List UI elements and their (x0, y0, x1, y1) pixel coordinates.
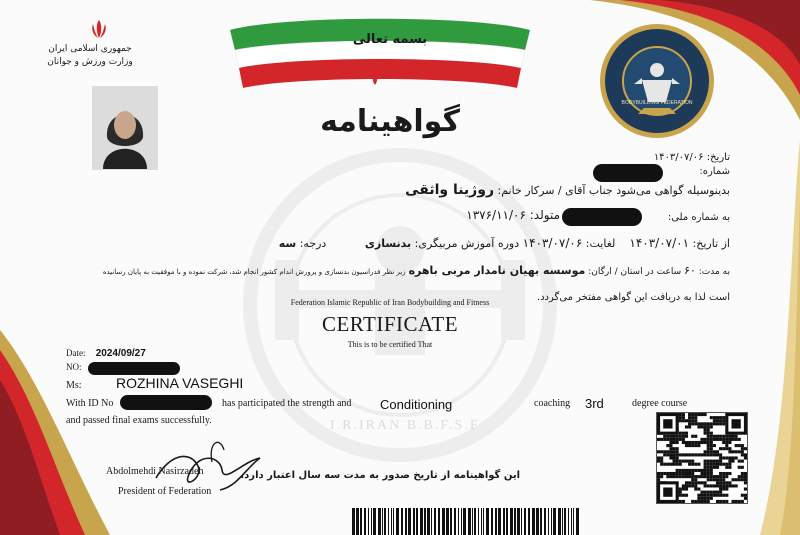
birth-value-fa: ۱۳۷۶/۱۱/۰۶ (466, 208, 526, 222)
certificate-title: CERTIFICATE (321, 312, 459, 336)
duration-value-fa: ۶۰ (684, 264, 696, 277)
to-label-fa: لغایت: (585, 237, 616, 250)
id-label-fa: به شماره ملی: (667, 212, 730, 223)
ministry-name (30, 43, 150, 69)
flag-ribbon (225, 10, 535, 100)
holder-name-en: ROZHINA VASEGHI (116, 375, 244, 391)
holder-name-fa: روژینا واثقی (405, 182, 494, 198)
institute-fa: موسسه بهیان نامدار مربی باهره (408, 264, 586, 277)
ms-label: Ms: (66, 380, 82, 391)
qr-code-icon (657, 413, 747, 503)
date-row-en (66, 348, 146, 359)
barcode (352, 508, 582, 535)
ministry-line-2: وزارت ورزش و جوانان (47, 57, 133, 67)
no-label-en: NO: (66, 362, 82, 372)
date-value-fa: ۱۴۰۳/۰۷/۰۶ (653, 152, 704, 163)
holder-photo (92, 86, 158, 170)
duration-label-fa: به مدت: (698, 267, 730, 277)
coaching-text: coaching (534, 398, 571, 409)
validity-note-fa: این گواهینامه از تاریخ صدور به مدت سه سال اعتبار دارد. (240, 470, 520, 481)
redacted-id-en (120, 395, 212, 410)
course-value-fa: بدنسازی (364, 237, 412, 250)
number-label-fa: شماره: (699, 166, 730, 177)
federation-seal (598, 22, 716, 140)
redacted-number-fa (593, 164, 663, 182)
signatory-title: President of Federation (118, 486, 212, 497)
date-row-fa (620, 152, 730, 163)
from-label-fa: از تاریخ: (692, 237, 730, 250)
signatory-name: Abdolmehdi Nasirzadeh (106, 466, 204, 477)
birth-label-fa: متولد: (529, 208, 560, 222)
federation-name: Federation Islamic Republic of Iran Bodybuilding and Fitness (290, 298, 490, 307)
body-line-2-fa: زیر نظر فدراسیون بدنسازی و پرورش اندام کشور انجام شد، شرکت نموده و با موفقیت به پایان رسانیده (102, 268, 406, 276)
degree-value-fa: سه (278, 237, 297, 250)
course-row-fa (160, 236, 730, 250)
id-prefix-en: With ID No (66, 398, 114, 409)
watermark-text: I.R.IRAN B.B.F.S.F (330, 418, 480, 433)
ribbon-text: بسمه تعالی (352, 32, 428, 47)
duration-text-fa: ساعت در استان / ارگان: (588, 267, 682, 277)
intro-text-fa: بدینوسیله گواهی می‌شود جناب آقای / سرکار خانم: (497, 184, 730, 197)
date-label-fa: تاریخ: (706, 152, 730, 163)
degree-course-text: degree course (632, 398, 688, 409)
redacted-id-fa (562, 208, 642, 226)
degree-en: 3rd (585, 396, 604, 411)
duration-row-fa (60, 264, 730, 277)
redacted-no-en (88, 362, 180, 375)
degree-label-fa: درجه: (299, 237, 327, 250)
passed-text: and passed final exams successfully. (66, 415, 212, 426)
holder-portrait-icon (93, 87, 157, 169)
ministry-line-1: جمهوری اسلامی ایران (48, 44, 132, 54)
iran-emblem-icon (88, 18, 110, 40)
seal-text: BODYBUILDING FEDERATION (621, 100, 693, 106)
from-value-fa: ۱۴۰۳/۰۷/۰۱ (629, 236, 690, 250)
participated-text: has participated the strength and (222, 398, 352, 409)
intro-line-fa (405, 182, 730, 198)
birth-row-fa (370, 208, 560, 222)
date-label-en: Date: (66, 348, 86, 358)
course-name-en: Conditioning (380, 397, 453, 412)
to-value-fa: ۱۴۰۳/۰۷/۰۶ (522, 236, 583, 250)
certified-line: This is to be certified That (347, 340, 433, 349)
course-label-fa: دوره آموزش مربیگری: (414, 237, 520, 250)
date-value-en: 2024/09/27 (95, 348, 146, 359)
qr-code (656, 412, 748, 504)
title-fa: گواهینامه (320, 104, 460, 139)
body-line-3-fa: است لذا به دریافت این گواهی مفتخر می‌گردد. (536, 292, 730, 303)
